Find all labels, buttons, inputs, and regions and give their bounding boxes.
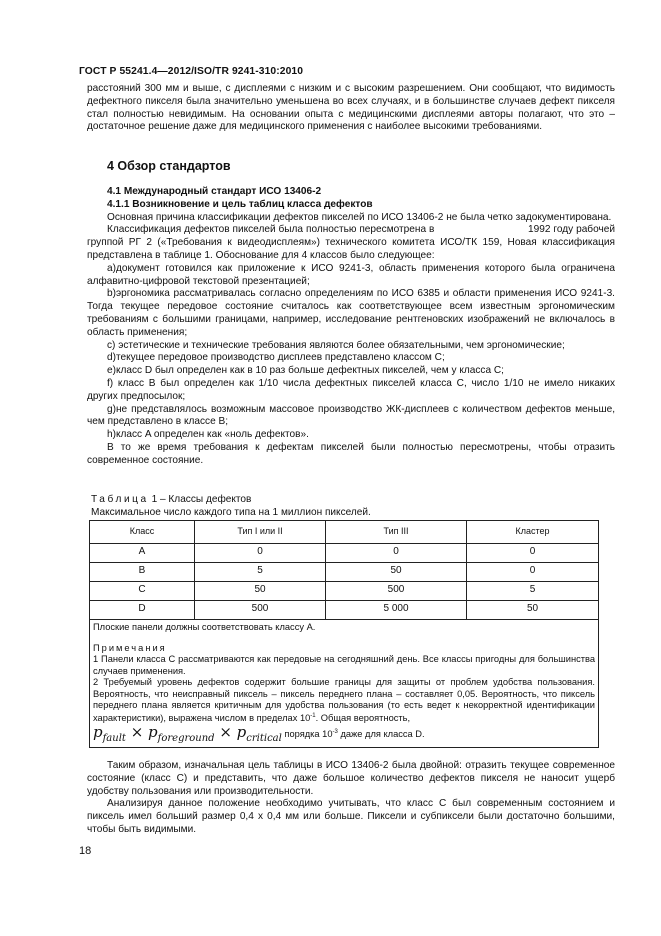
table-cell: 500 [326,581,467,600]
table-cell: 50 [326,562,467,581]
defect-class-table [89,520,599,749]
table-cell: 50 [467,600,599,619]
table-cell: A [90,543,195,562]
list-item: e)класс D был определен как в 10 раз больше дефектных пикселей, чем у класса C; [107,365,504,377]
formula-term [93,723,282,745]
list-item: b)эргономика рассматривалась согласно определениям по ИСО 6385 и области применения ИСО 9241-3. Тогда текущее передовое состояние считалось как соответствующее всем известным эргономическим требованиям с большими границами, например, исследование рентгеновских изображений не включалось в область применения; [87,288,615,338]
paragraph: Таким образом, изначальная цель таблицы в ИСО 13406-2 была двойной: отразить текущее современное состояние (класс C) и представить, что даже большое количество дефектов пикселя не наносит ущерб удобству пользования или производительности. [87,760,615,797]
table-header-cell: Тип III [326,520,467,543]
table-notes-cell [90,619,599,748]
formula-sub: critical [246,733,282,745]
table-caption-rest: 1 – Классы дефектов [148,494,252,505]
intro-paragraph: расстояний 300 мм и выше, с дисплеями с низким и с высоким разрешением. Они сообщают, что видимость дефектного пикселя была значительно уменьшена во всех случаях, и в большинстве случаев дефект пикселя стал полностью невидимым. На основании опыта с медицинскими дисплеями авторы полагают, что это – достаточное решение даже для медицинского применения с наиболее высокими требованиями. [87,83,615,133]
table-header-cell: Тип I или II [195,520,326,543]
formula-p: p [93,723,103,742]
note-2-end: . Общая вероятность, [315,713,411,724]
closing-block [87,760,615,837]
table-caption-word: Таблица [91,494,149,505]
note-2 [93,677,595,725]
table-cell: 0 [467,562,599,581]
table-row [90,581,599,600]
formula-times: × [125,723,149,742]
table-cell: 5 [195,562,326,581]
section-4 [87,160,615,173]
paragraph: Классификация дефектов пикселей была полностью пересмотрена в 1992 году рабочей группой РГ 2 («Требования к видеодисплеям») технического комитета ИСО/ТК 159, Новая классификация представлена в таблице 1. Обоснование для 4 классов было следующее: [87,224,618,261]
paragraph: Анализируя данное положение необходимо учитывать, что класс C был современным состоянием и пиксель имел больший размер 0,4 х 0,4 мм или больше. Пиксели и субпиксели были достаточно большими, чтобы быть видимыми. [87,798,615,835]
formula-after: порядка 10 [281,729,333,740]
list-item: c) эстетические и технические требования являются более обязательными, чем эргономические; [107,339,565,351]
paragraph: В то же время требования к дефектам пикселей были полностью пересмотрены, чтобы отразить современное состояние. [87,441,615,466]
table-cell: 50 [195,581,326,600]
table-cell: B [90,562,195,581]
table-cell: 0 [326,543,467,562]
subsubsection-title: 4.1.1 Возникновение и цель таблиц класса дефектов [107,198,373,210]
table-row [90,543,599,562]
table-cell: 500 [195,600,326,619]
page-number: 18 [79,845,92,857]
note-1: 1 Панели класса C рассматриваются как передовые на сегодняшний день. Все классы пригодны для большинства случаев применения. [93,654,595,676]
subsection-title: 4.1 Международный стандарт ИСО 13406-2 [107,186,322,197]
formula-after-end: даже для класса D. [337,729,425,740]
table-cell: 5 000 [326,600,467,619]
formula-times: × [214,723,237,742]
table-cell: 0 [195,543,326,562]
table-notes-row [90,619,599,748]
formula-sub: fault [102,733,126,745]
section-4-1 [87,186,618,468]
table-caption [87,494,615,507]
formula-p: p [148,723,158,742]
list-item: f) класс B был определен как 1/10 числа дефектных пикселей класса C, число 1/10 не имело никаких других предпосылок; [87,377,615,402]
list-item: g)не представлялось возможным массовое производство ЖК-дисплеев с количеством дефектов меньше, чем представлено в классе B; [87,403,615,428]
note-2-exponent: -1 [310,713,316,720]
document-header: ГОСТ Р 55241.4—2012/ISO/TR 9241-310:2010 [79,66,304,77]
intro-block [87,83,615,134]
formula-exponent: -3 [332,728,338,735]
table-cell: D [90,600,195,619]
table-header-row [90,520,599,543]
probability-formula [93,723,595,745]
list-item: a)документ готовился как приложение к ИСО 9241-3, область применения которого была ограничена алфавитно-цифровой текстовой презентацией; [87,262,615,287]
table-header-cell: Класс [90,520,195,543]
table-block [87,494,615,748]
table-cell: 5 [467,581,599,600]
formula-sub: foreground [157,733,215,745]
list-item: d)текущее передовое производство дисплеев представлено классом C; [107,352,445,364]
paragraph: Основная причина классификации дефектов пикселей по ИСО 13406-2 не была четко задокументирована. [107,211,612,223]
section-title: 4 Обзор стандартов [107,159,231,173]
notes-title: Примечания [93,643,167,653]
table-subcaption: Максимальное число каждого типа на 1 миллион пикселей. [91,506,371,518]
table-row [90,600,599,619]
list-item: h)класс A определен как «ноль дефектов». [107,429,309,441]
table-cell: C [90,581,195,600]
table-row [90,562,599,581]
formula-p: p [236,723,247,742]
table-cell: 0 [467,543,599,562]
note-2-text: 2 Требуемый уровень дефектов содержит большие границы для защиты от проблем удобства пользования. Вероятность, что неисправный пиксель – пиксель переднего плана – составляет 0,05. Вероятность, что пиксель переднего плана является критичным для удобства пользования (то есть ведет к некорректной идентификации характеристики), выражена числом в пределах 10 [93,677,595,724]
table-header-cell: Кластер [467,520,599,543]
table-footer-text: Плоские панели должны соответствовать классу A. [93,621,316,632]
